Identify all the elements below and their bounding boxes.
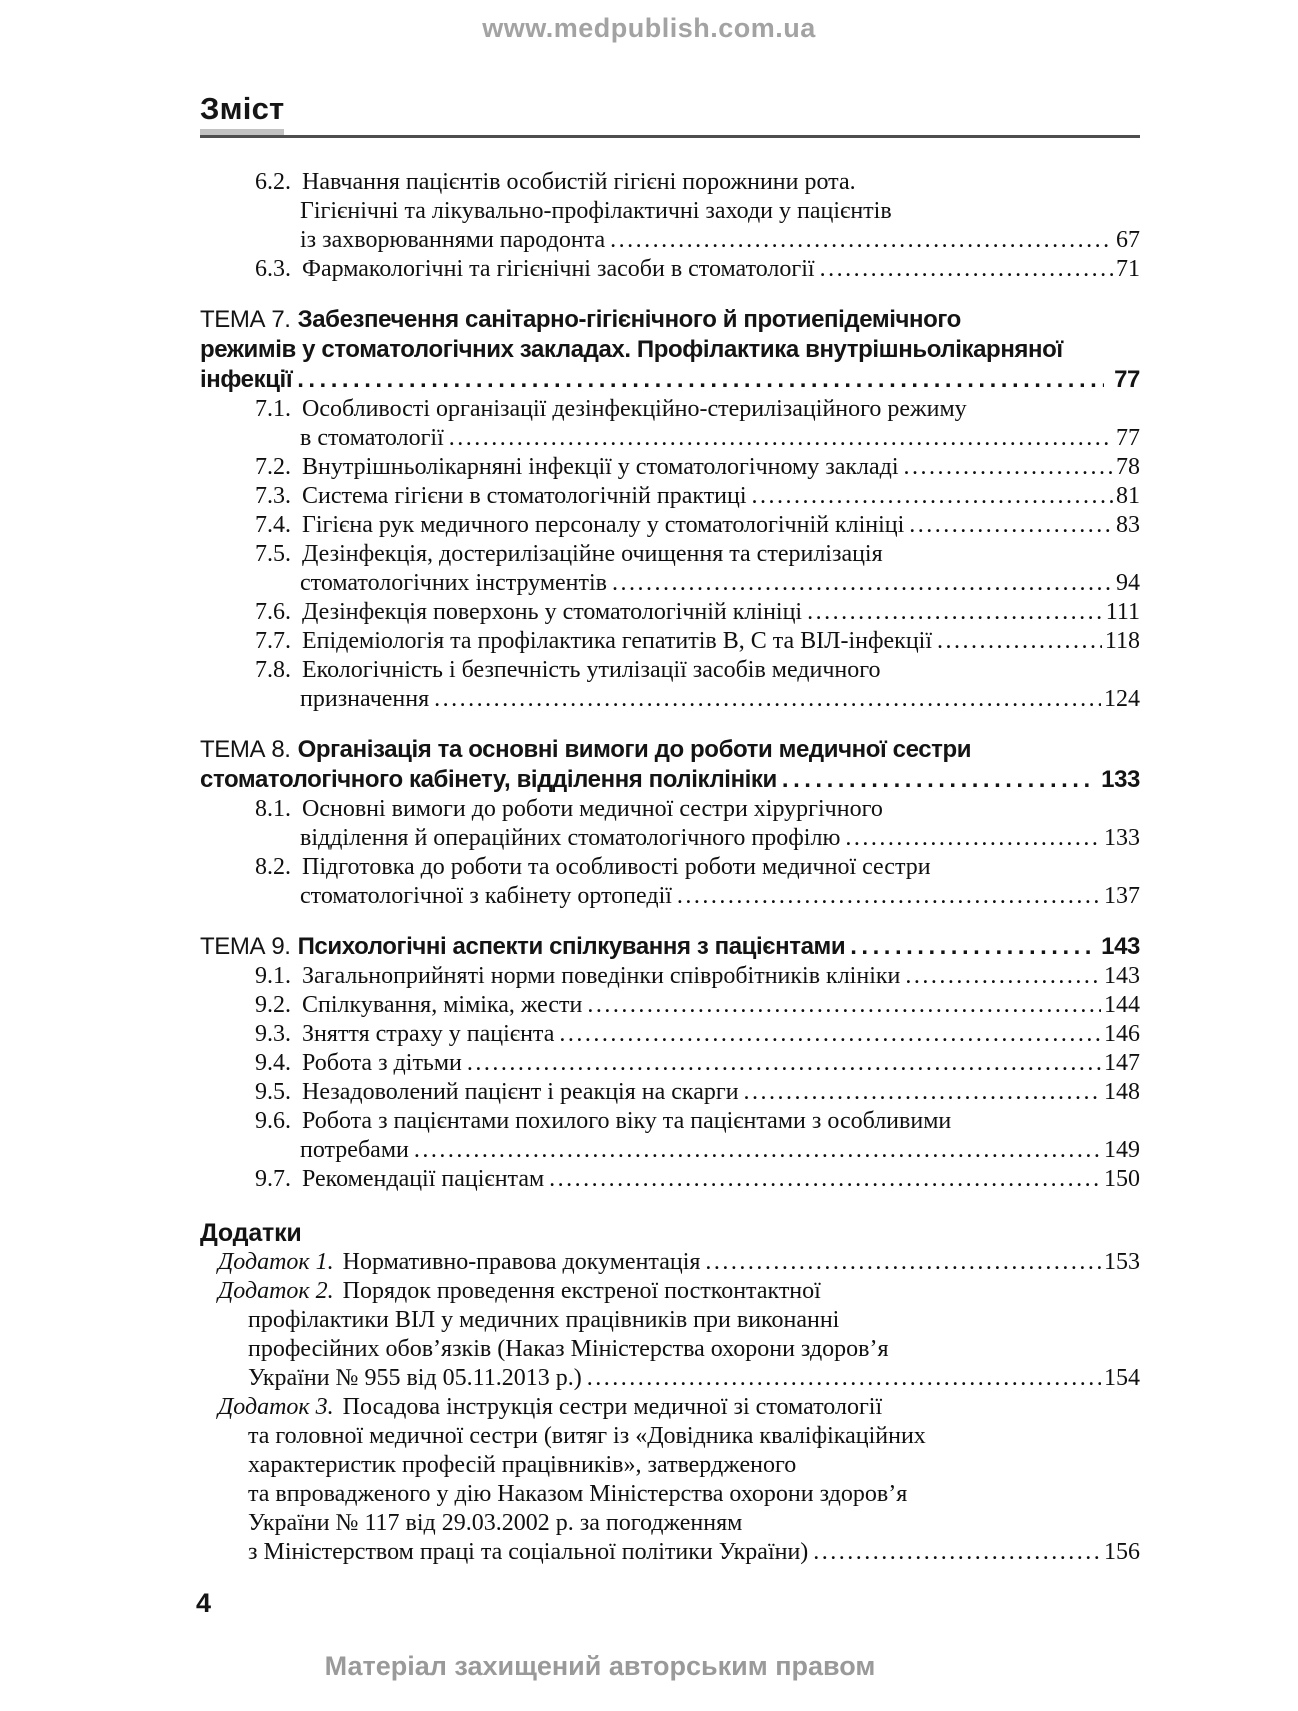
entry-line xyxy=(255,168,1140,197)
entry-line xyxy=(255,1020,1140,1049)
toc-entry xyxy=(255,255,1140,284)
page-ref: 144 xyxy=(1104,992,1140,1018)
appendix-line xyxy=(248,1480,1140,1509)
entry-text: Спілкування, міміка, жести xyxy=(302,992,583,1018)
dot-leader xyxy=(937,627,1102,656)
dot-leader xyxy=(909,511,1113,540)
dot-leader xyxy=(752,482,1113,511)
entry-text: характеристик професій працівників», затвердженого xyxy=(248,1452,797,1478)
entry-line xyxy=(255,255,1140,284)
entry-text: Фармакологічні та гігієнічні засоби в стоматології xyxy=(302,256,815,282)
toc-entry xyxy=(255,656,1140,714)
entry-text: Посадова інструкція сестри медичної зі стоматології xyxy=(342,1394,883,1420)
entry-text: Особливості організації дезінфекційно-стерилізаційного режиму xyxy=(302,396,967,422)
entry-text: Робота з дітьми xyxy=(302,1050,462,1076)
appendix-entry xyxy=(218,1393,1140,1567)
page-ref: 154 xyxy=(1104,1365,1140,1391)
tema-line xyxy=(200,335,1140,365)
entry-line xyxy=(300,226,1140,255)
entry-line xyxy=(255,991,1140,1020)
page-ref: 78 xyxy=(1116,454,1140,480)
entry-number: 8.1. xyxy=(255,796,291,822)
entry-line xyxy=(300,685,1140,714)
entry-line xyxy=(255,511,1140,540)
dot-leader xyxy=(677,882,1101,911)
page-ref: 147 xyxy=(1104,1050,1140,1076)
appendix-line xyxy=(218,1277,1140,1306)
entry-number: 7.3. xyxy=(255,483,291,509)
appendix-line xyxy=(248,1538,1140,1567)
appendix-label: Додаток 2. xyxy=(218,1278,334,1304)
page-ref: 77 xyxy=(1116,425,1140,451)
entry-line xyxy=(255,1078,1140,1107)
entry-text: Робота з пацієнтами похилого віку та пацієнтами з особливими xyxy=(302,1108,952,1134)
title-rule xyxy=(200,129,1140,138)
dot-leader xyxy=(587,1364,1101,1393)
toc-entry xyxy=(255,1049,1140,1078)
entry-text: стоматологічних інструментів xyxy=(300,570,608,596)
entry-text: Дезінфекція поверхонь у стоматологічній клініці xyxy=(302,599,803,625)
entry-text: Психологічні аспекти спілкування з пацієнтами xyxy=(297,933,846,960)
dot-leader xyxy=(705,1248,1101,1277)
dot-leader xyxy=(610,226,1113,255)
entry-line xyxy=(255,395,1140,424)
entry-text: Нормативно-правова документація xyxy=(342,1249,701,1275)
toc-entry xyxy=(255,1020,1140,1049)
dot-leader xyxy=(587,991,1101,1020)
appendices-heading: Додатки xyxy=(200,1219,302,1247)
appendix-line xyxy=(248,1422,1140,1451)
entry-text: із захворюваннями пародонта xyxy=(300,227,606,253)
entry-line xyxy=(255,1165,1140,1194)
dot-leader xyxy=(449,424,1113,453)
toc-entry xyxy=(255,1107,1140,1165)
page-ref: 81 xyxy=(1116,483,1140,509)
tema-line xyxy=(200,305,1140,335)
entry-text: Загальноприйняті норми поведінки співробітників клініки xyxy=(302,963,901,989)
entry-text: потребами xyxy=(300,1137,409,1163)
entry-text: Порядок проведення екстреної постконтактної xyxy=(342,1278,821,1304)
appendix-line xyxy=(248,1306,1140,1335)
entry-number: 7.8. xyxy=(255,657,291,683)
entry-text: та головної медичної сестри (витяг із «Довідника кваліфікаційних xyxy=(248,1423,926,1449)
toc-content xyxy=(200,92,1140,1567)
entry-number: 7.1. xyxy=(255,396,291,422)
entry-text: Гігієна рук медичного персоналу у стоматологічній клініці xyxy=(302,512,905,538)
title-rule-line xyxy=(200,135,1140,138)
dot-leader xyxy=(612,569,1113,598)
toc-entry xyxy=(255,598,1140,627)
page-ref: 71 xyxy=(1116,256,1140,282)
dot-leader xyxy=(904,453,1113,482)
page-ref: 118 xyxy=(1104,628,1140,654)
appendix-line xyxy=(248,1509,1140,1538)
entry-text: Зняття страху у пацієнта xyxy=(302,1021,555,1047)
tema-line xyxy=(200,735,1140,765)
tema-line xyxy=(200,365,1140,395)
entry-line xyxy=(255,598,1140,627)
entry-line xyxy=(255,962,1140,991)
entry-text: призначення xyxy=(300,686,430,712)
toc-entry xyxy=(255,395,1140,453)
entry-number: 9.5. xyxy=(255,1079,291,1105)
entry-text: стоматологічної з кабінету ортопедії xyxy=(300,883,672,909)
page-ref: 149 xyxy=(1104,1137,1140,1163)
entry-text: профілактики ВІЛ у медичних працівників при виконанні xyxy=(248,1307,840,1333)
toc-entry xyxy=(255,627,1140,656)
entry-text: Забезпечення санітарно-гігієнічного й протиепідемічного xyxy=(297,306,961,333)
entry-text: Організація та основні вимоги до роботи медичної сестри xyxy=(297,736,972,763)
entry-text: Система гігієни в стоматологічній практиці xyxy=(302,483,747,509)
appendix-line xyxy=(218,1248,1140,1277)
page-ref: 133 xyxy=(1104,825,1140,851)
copyright-notice: Матеріал захищений авторським правом xyxy=(324,1651,876,1681)
entry-text: професійних обов’язків (Наказ Міністерства охорони здоров’я xyxy=(248,1336,889,1362)
entry-number: 9.1. xyxy=(255,963,291,989)
entry-text: стоматологічного кабінету, відділення поліклініки xyxy=(200,766,777,793)
toc-entry xyxy=(255,453,1140,482)
entry-line xyxy=(255,482,1140,511)
page-ref: 143 xyxy=(1104,963,1140,989)
toc-entry xyxy=(255,1078,1140,1107)
appendix-entry xyxy=(218,1277,1140,1393)
entry-number: 7.5. xyxy=(255,541,291,567)
appendix-label: Додаток 3. xyxy=(218,1394,334,1420)
entry-number: 6.3. xyxy=(255,256,291,282)
entry-text: Епідеміологія та профілактика гепатитів В, С та ВІЛ-інфекції xyxy=(302,628,932,654)
entry-number: 9.4. xyxy=(255,1050,291,1076)
appendix-label: Додаток 1. xyxy=(218,1249,334,1275)
entry-text: Внутрішньолікарняні інфекції у стоматологічному закладі xyxy=(302,454,899,480)
entry-number: 9.3. xyxy=(255,1021,291,1047)
page-ref: 94 xyxy=(1116,570,1140,596)
entry-text: та впровадженого у дію Наказом Міністерства охорони здоров’я xyxy=(248,1481,908,1507)
entry-line xyxy=(255,656,1140,685)
toc-entry xyxy=(255,482,1140,511)
entry-line xyxy=(255,540,1140,569)
page-ref: 83 xyxy=(1116,512,1140,538)
toc-entry xyxy=(255,962,1140,991)
entry-text: Незадоволений пацієнт і реакція на скарги xyxy=(302,1079,739,1105)
entry-number: 7.2. xyxy=(255,454,291,480)
entry-text: Рекомендації пацієнтам xyxy=(302,1166,545,1192)
entry-number: 7.6. xyxy=(255,599,291,625)
entry-number: 7.4. xyxy=(255,512,291,538)
entry-text: Навчання пацієнтів особистій гігієні порожнини рота. xyxy=(302,169,856,195)
page-ref: 148 xyxy=(1104,1079,1140,1105)
entry-line xyxy=(255,795,1140,824)
page-ref: 77 xyxy=(1114,366,1140,393)
toc-entry xyxy=(255,168,1140,255)
page-ref: 133 xyxy=(1101,766,1140,793)
entry-text: режимів у стоматологічних закладах. Профілактика внутрішньолікарняної xyxy=(200,336,1063,363)
page-ref: 146 xyxy=(1104,1021,1140,1047)
entry-text: Основні вимоги до роботи медичної сестри хірургічного xyxy=(302,796,883,822)
page-ref: 137 xyxy=(1104,883,1140,909)
entry-text: відділення й операційних стоматологічного профілю xyxy=(300,825,841,851)
entry-line xyxy=(300,569,1140,598)
entry-text: інфекції xyxy=(200,366,293,393)
tema-heading xyxy=(200,305,1140,395)
tema-line xyxy=(200,765,1140,795)
page-ref: 150 xyxy=(1104,1166,1140,1192)
page-number: 4 xyxy=(196,1588,212,1618)
appendix-line xyxy=(218,1393,1140,1422)
toc-entry xyxy=(255,795,1140,853)
entry-number: 9.2. xyxy=(255,992,291,1018)
entry-line xyxy=(255,1107,1140,1136)
entry-line xyxy=(255,453,1140,482)
entry-line xyxy=(300,882,1140,911)
dot-leader xyxy=(813,1538,1101,1567)
page-ref: 153 xyxy=(1104,1249,1140,1275)
toc xyxy=(200,168,1140,1567)
entry-number: 9.7. xyxy=(255,1166,291,1192)
dot-leader xyxy=(744,1078,1101,1107)
entry-number: 7.7. xyxy=(255,628,291,654)
tema-prefix: ТЕМА 7. xyxy=(200,306,291,333)
entry-number: 9.6. xyxy=(255,1108,291,1134)
dot-leader xyxy=(467,1049,1101,1078)
entry-text: України № 117 від 29.03.2002 р. за погодженням xyxy=(248,1510,743,1536)
entry-line xyxy=(255,1049,1140,1078)
dot-leader xyxy=(807,598,1103,627)
dot-leader xyxy=(297,365,1104,395)
toc-entry xyxy=(255,991,1140,1020)
entry-line xyxy=(300,1136,1140,1165)
site-url: www.medpublish.com.ua xyxy=(482,13,816,43)
dot-leader xyxy=(782,765,1091,795)
entry-text: Екологічність і безпечність утилізації засобів медичного xyxy=(302,657,881,683)
toc-entry xyxy=(255,1165,1140,1194)
tema-prefix: ТЕМА 8. xyxy=(200,736,291,763)
dot-leader xyxy=(414,1136,1101,1165)
page-ref: 143 xyxy=(1101,933,1140,960)
tema-prefix: ТЕМА 9. xyxy=(200,933,291,960)
tema-heading xyxy=(200,735,1140,795)
toc-entry xyxy=(255,540,1140,598)
entry-line xyxy=(300,197,1140,226)
entry-text: Гігієнічні та лікувально-профілактичні заходи у пацієнтів xyxy=(300,198,892,224)
appendix-line xyxy=(248,1335,1140,1364)
entry-text: в стоматології xyxy=(300,425,444,451)
page-title: Зміст xyxy=(200,91,285,126)
page-ref: 156 xyxy=(1104,1539,1140,1565)
entry-text: Дезінфекція, достерилізаційне очищення та стерилізація xyxy=(302,541,883,567)
page-ref: 111 xyxy=(1105,599,1140,625)
tema-line xyxy=(200,932,1140,962)
dot-leader xyxy=(850,932,1091,962)
entry-line xyxy=(300,424,1140,453)
appendix-entry xyxy=(218,1248,1140,1277)
dot-leader xyxy=(905,962,1101,991)
dot-leader xyxy=(820,255,1113,284)
entry-text: Підготовка до роботи та особливості роботи медичної сестри xyxy=(302,854,931,880)
entry-number: 6.2. xyxy=(255,169,291,195)
tema-heading xyxy=(200,932,1140,962)
entry-text: України № 955 від 05.11.2013 р.) xyxy=(248,1365,582,1391)
appendix-line xyxy=(248,1451,1140,1480)
entry-number: 8.2. xyxy=(255,854,291,880)
dot-leader xyxy=(559,1020,1101,1049)
toc-entry xyxy=(255,853,1140,911)
entry-line xyxy=(255,853,1140,882)
page-ref: 67 xyxy=(1116,227,1140,253)
dot-leader xyxy=(549,1165,1101,1194)
toc-entry xyxy=(255,511,1140,540)
dot-leader xyxy=(845,824,1101,853)
entry-text: з Міністерством праці та соціальної політики України) xyxy=(248,1539,809,1565)
entry-line xyxy=(300,824,1140,853)
appendix-line xyxy=(248,1364,1140,1393)
dot-leader xyxy=(434,685,1101,714)
page-ref: 124 xyxy=(1104,686,1140,712)
entry-line xyxy=(255,627,1140,656)
